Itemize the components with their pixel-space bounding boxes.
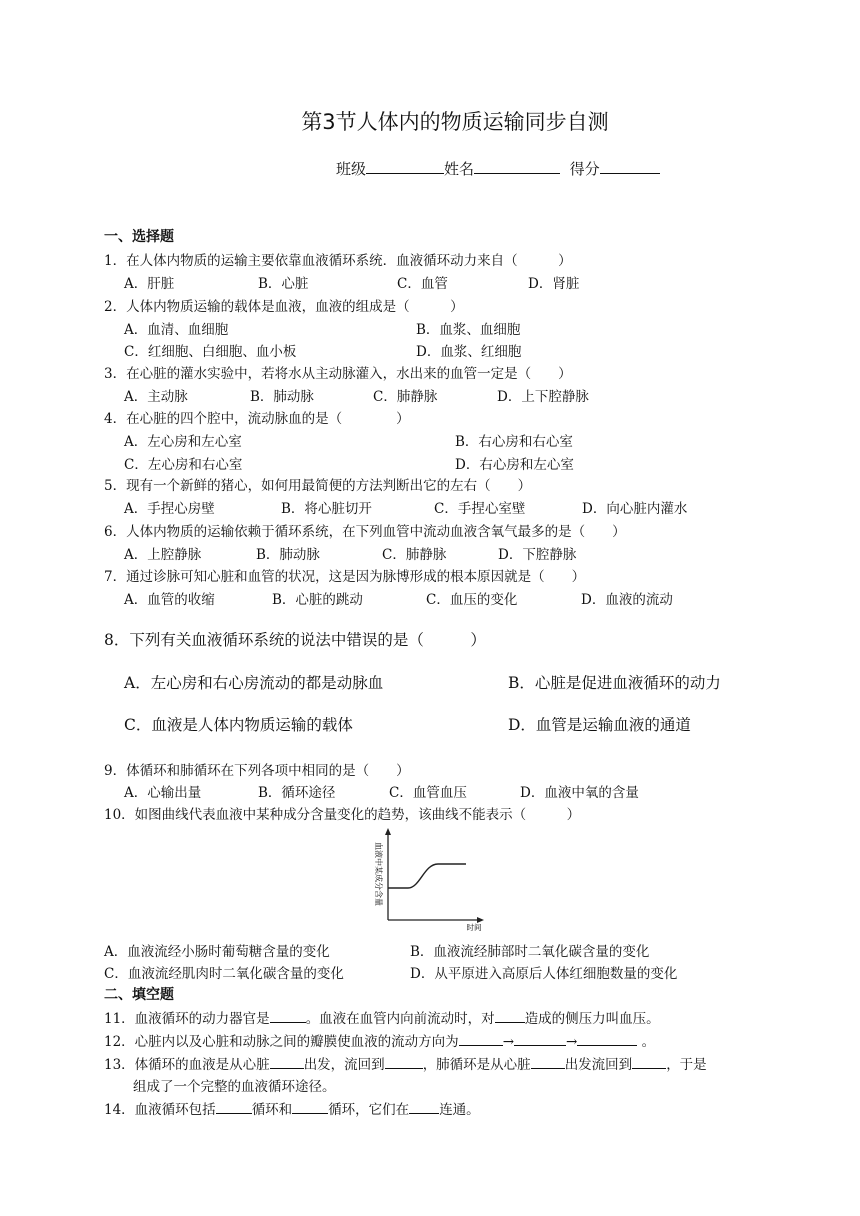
question-6-option-c[interactable]: C．肺静脉	[382, 547, 447, 563]
score-label: 得分	[569, 160, 600, 178]
q12-arrow-1: →	[502, 1034, 514, 1050]
question-8-option-c[interactable]: C．血液是人体内物质运输的载体	[124, 716, 353, 734]
question-13-continued: 组成了一个完整的血液循环途径。	[133, 1079, 336, 1095]
question-1-option-d[interactable]: D．肾脏	[528, 276, 580, 292]
score-blank[interactable]	[600, 158, 660, 174]
question-9-option-a[interactable]: A．心输出量	[124, 785, 202, 801]
q11-blank-1[interactable]	[270, 1010, 306, 1023]
q11-blank-2[interactable]	[495, 1010, 525, 1023]
question-9-option-b[interactable]: B．循环途径	[258, 785, 336, 801]
question-4-option-a[interactable]: A．左心房和左心室	[124, 434, 242, 450]
q13-blank-3[interactable]	[531, 1056, 565, 1069]
q14-text-3: 循环，它们在	[328, 1102, 410, 1118]
question-1-option-b[interactable]: B．心脏	[258, 276, 309, 292]
q12-blank-3[interactable]	[577, 1033, 637, 1046]
page-title: 第3节人体内的物质运输同步自测	[301, 110, 609, 134]
question-3-option-b[interactable]: B．肺动脉	[250, 389, 314, 405]
q14-blank-2[interactable]	[292, 1101, 328, 1114]
figure-x-label: 时间	[466, 923, 482, 932]
q12-text-1: 12．心脏内以及心脏和动脉之间的瓣膜使血液的流动方向为	[104, 1034, 459, 1050]
question-4-option-b[interactable]: B．右心房和右心室	[455, 434, 573, 450]
q13-text-4: 出发流回到	[564, 1057, 633, 1073]
question-2-stem: 2．人体内物质运输的载体是血液，血液的组成是（ ）	[104, 299, 464, 315]
question-7-option-d[interactable]: D．血液的流动	[581, 592, 673, 608]
question-10-option-b[interactable]: B．血液流经肺部时二氧化碳含量的变化	[410, 944, 650, 960]
question-4-option-c[interactable]: C．左心房和右心室	[124, 457, 243, 473]
trend-curve	[388, 864, 466, 888]
question-10-stem: 10．如图曲线代表血液中某种成分含量变化的趋势，该曲线不能表示（ ）	[104, 807, 581, 823]
question-3-stem: 3．在心脏的灌水实验中，若将水从主动脉灌入，水出来的血管一定是（ ）	[104, 366, 572, 382]
q13-blank-2[interactable]	[385, 1056, 423, 1069]
question-5-option-d[interactable]: D．向心脏内灌水	[582, 501, 688, 517]
question-5-stem: 5．现有一个新鲜的猪心，如何用最简便的方法判断出它的左右（ ）	[104, 478, 532, 494]
question-9-option-d[interactable]: D．血液中氧的含量	[520, 785, 639, 801]
question-2-option-d[interactable]: D．血浆、红细胞	[416, 344, 522, 360]
q13-blank-1[interactable]	[270, 1056, 304, 1069]
q11-text-1: 11．血液循环的动力器官是	[104, 1011, 270, 1027]
question-2-option-b[interactable]: B．血浆、血细胞	[416, 322, 521, 338]
trend-curve-figure	[362, 826, 492, 934]
question-7-option-b[interactable]: B．心脏的跳动	[272, 592, 363, 608]
question-14	[104, 1098, 480, 1118]
question-5-option-b[interactable]: B．将心脏切开	[281, 501, 372, 517]
question-2-option-a[interactable]: A．血清、血细胞	[124, 322, 229, 338]
q12-blank-1[interactable]	[459, 1033, 503, 1046]
q11-text-2: 。血液在血管内向前流动时，对	[305, 1011, 495, 1027]
question-12	[104, 1030, 655, 1050]
section-fill-heading: 二、填空题	[104, 987, 174, 1003]
question-8-option-b[interactable]: B．心脏是促进血液循环的动力	[508, 674, 721, 692]
question-7-option-c[interactable]: C．血压的变化	[426, 592, 518, 608]
class-label: 班级	[336, 160, 367, 178]
question-1-option-a[interactable]: A．肝脏	[124, 276, 175, 292]
question-10-option-a[interactable]: A．血液流经小肠时葡萄糖含量的变化	[104, 944, 330, 960]
question-8-option-a[interactable]: A．左心房和右心房流动的都是动脉血	[124, 674, 384, 692]
q14-text-1: 14．血液循环包括	[104, 1102, 216, 1118]
question-6-option-b[interactable]: B．肺动脉	[256, 547, 320, 563]
question-13	[104, 1053, 707, 1073]
question-9-stem: 9．体循环和肺循环在下列各项中相同的是（ ）	[104, 763, 410, 779]
question-11	[104, 1007, 660, 1027]
question-7-option-a[interactable]: A．血管的收缩	[124, 592, 215, 608]
q14-text-4: 连通。	[439, 1102, 480, 1118]
question-6-option-a[interactable]: A．上腔静脉	[124, 547, 202, 563]
question-3-option-d[interactable]: D．上下腔静脉	[497, 389, 589, 405]
q14-text-2: 循环和	[251, 1102, 293, 1118]
q13-text-2: 出发，流回到	[303, 1057, 385, 1073]
q12-arrow-2: →	[566, 1034, 578, 1050]
q13-blank-4[interactable]	[632, 1056, 666, 1069]
figure-y-label: 血液中某成分含量	[374, 842, 383, 906]
q11-text-3: 造成的侧压力叫血压。	[524, 1011, 660, 1027]
question-8-stem: 8．下列有关血液循环系统的说法中错误的是（ ）	[104, 631, 486, 649]
q13-text-1: 13．体循环的血液是从心脏	[104, 1057, 270, 1073]
question-5-option-c[interactable]: C．手捏心室壁	[434, 501, 526, 517]
question-6-stem: 6．人体内物质的运输依赖于循环系统，在下列血管中流动血液含氧气最多的是（ ）	[104, 524, 626, 540]
q14-blank-1[interactable]	[216, 1101, 252, 1114]
q13-text-3: ，肺循环是从心脏	[422, 1057, 531, 1073]
q12-blank-2[interactable]	[514, 1033, 566, 1046]
question-8-option-d[interactable]: D．血管是运输血液的通道	[508, 716, 691, 734]
section-choice-heading: 一、选择题	[104, 229, 174, 245]
q12-text-end: 。	[641, 1034, 656, 1050]
question-9-option-c[interactable]: C．血管血压	[389, 785, 467, 801]
name-blank[interactable]	[474, 158, 560, 174]
question-1-option-c[interactable]: C．血管	[397, 276, 448, 292]
q13-text-5: ，于是	[666, 1057, 707, 1073]
question-10-option-d[interactable]: D．从平原进入高原后人体红细胞数量的变化	[410, 966, 678, 982]
question-4-option-d[interactable]: D．右心房和左心室	[455, 457, 574, 473]
question-2-option-c[interactable]: C．红细胞、白细胞、血小板	[124, 344, 297, 360]
question-3-option-c[interactable]: C．肺静脉	[373, 389, 438, 405]
question-7-stem: 7．通过诊脉可知心脏和血管的状况，这是因为脉博形成的根本原因就是（ ）	[104, 569, 586, 585]
y-axis-arrow-icon	[385, 828, 391, 835]
question-4-stem: 4．在心脏的四个腔中，流动脉血的是（ ）	[104, 411, 410, 427]
name-label: 姓名	[444, 160, 475, 178]
question-6-option-d[interactable]: D．下腔静脉	[498, 547, 577, 563]
question-10-option-c[interactable]: C．血液流经肌肉时二氧化碳含量的变化	[104, 966, 344, 982]
class-blank[interactable]	[366, 158, 444, 174]
question-5-option-a[interactable]: A．手捏心房壁	[124, 501, 215, 517]
q14-blank-3[interactable]	[409, 1101, 439, 1114]
question-3-option-a[interactable]: A．主动脉	[124, 389, 188, 405]
question-1-stem: 1．在人体内物质的运输主要依靠血液循环系统．血液循环动力来自（ ）	[104, 253, 572, 269]
student-info-line	[336, 158, 660, 179]
